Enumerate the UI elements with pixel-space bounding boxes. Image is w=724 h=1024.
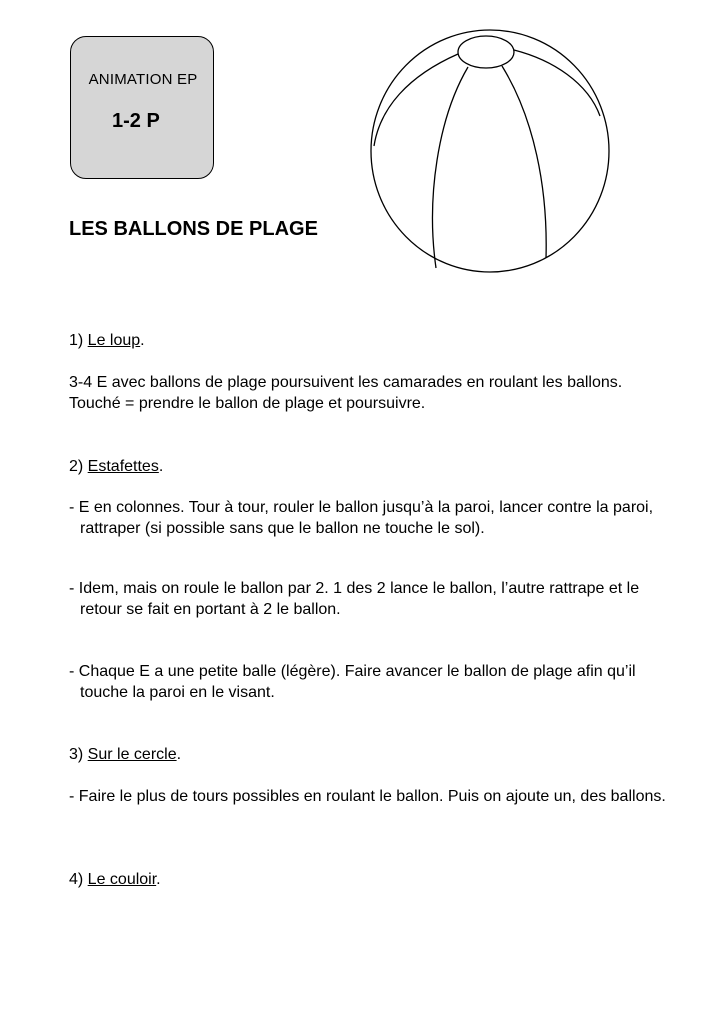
list-item: - E en colonnes. Tour à tour, rouler le ballon jusqu’à la paroi, lancer contre la paroi, rattraper (si possible sans que le ballon ne touche le sol). — [69, 499, 654, 537]
list-item: - Chaque E a une petite balle (légère). Faire avancer le ballon de plage afin qu’il touche la paroi en le visant. — [69, 663, 636, 701]
section-4-number: 4) — [69, 871, 88, 888]
section-3-title: Sur le cercle — [87, 746, 177, 763]
section-3-heading — [69, 744, 659, 765]
section-3-punct: . — [176, 746, 182, 763]
level-badge — [70, 36, 214, 179]
badge-label: ANIMATION EP — [88, 71, 198, 88]
section-4-punct: . — [156, 871, 161, 888]
section-1-heading — [69, 330, 659, 351]
list-item: - Faire le plus de tours possibles en roulant le ballon. Puis on ajoute un, des ballons. — [69, 788, 666, 805]
badge-level: 1-2 P — [112, 110, 160, 132]
section-4-title: Le couloir — [87, 871, 157, 888]
section-2-heading — [69, 456, 659, 477]
page-title: LES BALLONS DE PLAGE — [69, 218, 318, 240]
section-2-title: Estafettes — [87, 458, 159, 475]
section-1-number: 1) — [69, 332, 88, 349]
list-item: - Idem, mais on roule le ballon par 2. 1 des 2 lance le ballon, l’autre rattrape et le retour se fait en portant à 2 le ballon. — [69, 580, 640, 618]
section-2-number: 2) — [69, 458, 88, 475]
section-4-heading — [69, 869, 659, 890]
section-1-text: 3-4 E avec ballons de plage poursuivent les camarades en roulant les ballons. Touché = prendre le ballon de plage et poursuivre. — [69, 374, 623, 412]
section-1-title: Le loup — [87, 332, 141, 349]
section-1-punct: . — [140, 332, 145, 349]
beach-ball-icon — [368, 28, 612, 274]
section-3-number: 3) — [69, 746, 88, 763]
section-2-punct: . — [158, 458, 164, 475]
